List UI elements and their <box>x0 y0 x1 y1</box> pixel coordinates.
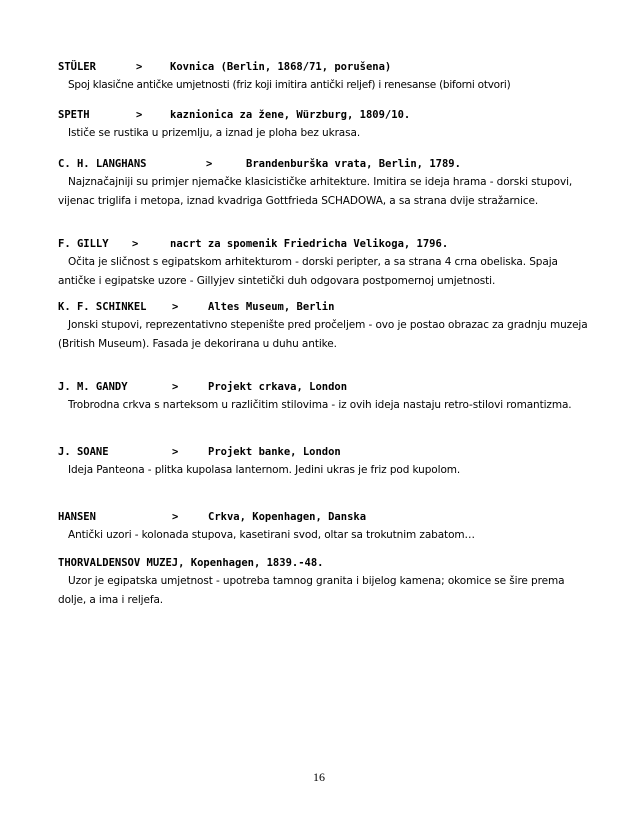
work-title: nacrt za spomenik Friedricha Velikoga, 1796. <box>170 238 449 250</box>
arrow-symbol: > <box>136 109 143 121</box>
work-title: Brandenburška vrata, Berlin, 1789. <box>246 158 461 170</box>
entry-heading <box>58 508 588 526</box>
entry-gandy <box>58 378 588 415</box>
entry-heading <box>58 235 588 253</box>
entry-schinkel <box>58 298 588 354</box>
entry-speth <box>58 106 588 143</box>
entry-description: Jonski stupovi, reprezentativno stepenište pred pročeljem - ovo je postao obrazac za gradnju muzeja (British Museum). Fasada je dekorirana u duhu antike. <box>58 319 588 350</box>
page-number: 16 <box>313 770 325 784</box>
entry-thorvaldsen-museum <box>58 554 588 610</box>
entry-description: Ideja Panteona - plitka kupolasa lanternom. Jedini ukras je friz pod kupolom. <box>68 464 461 476</box>
entry-heading <box>58 58 588 76</box>
entry-description: Uzor je egipatska umjetnost - upotreba tamnog granita i bijelog kamena; okomice se šire prema dolje, a ima i reljefa. <box>58 575 565 606</box>
architect-name: K. F. SCHINKEL <box>58 301 147 313</box>
arrow-symbol: > <box>206 158 213 170</box>
entry-description: Antički uzori - kolonada stupova, kasetirani svod, oltar sa trokutnim zabatom… <box>68 529 475 541</box>
entry-heading <box>58 155 588 173</box>
arrow-symbol: > <box>172 301 179 313</box>
entry-heading <box>58 298 588 316</box>
work-title: Kovnica (Berlin, 1868/71, porušena) <box>170 61 392 73</box>
arrow-symbol: > <box>172 511 179 523</box>
entry-gilly <box>58 235 588 291</box>
architect-name: J. SOANE <box>58 446 109 458</box>
work-title: Projekt crkava, London <box>208 381 348 393</box>
entry-langhans <box>58 155 588 211</box>
architect-name: HANSEN <box>58 511 96 523</box>
entry-hansen <box>58 508 588 545</box>
entry-heading <box>58 443 588 461</box>
work-title: Crkva, Kopenhagen, Danska <box>208 511 367 523</box>
entry-stuler <box>58 58 588 95</box>
architect-name: J. M. GANDY <box>58 381 128 393</box>
work-title: Altes Museum, Berlin <box>208 301 335 313</box>
entry-description: Trobrodna crkva s narteksom u različitim stilovima - iz ovih ideja nastaju retro-stilovi romantizma. <box>68 399 572 411</box>
entry-soane <box>58 443 588 480</box>
arrow-symbol: > <box>172 381 179 393</box>
work-title: kaznionica za žene, Würzburg, 1809/10. <box>170 109 411 121</box>
entry-heading <box>58 106 588 124</box>
architect-name: F. GILLY <box>58 238 109 250</box>
entry-description: Ističe se rustika u prizemlju, a iznad je ploha bez ukrasa. <box>68 127 361 139</box>
entry-heading <box>58 378 588 396</box>
arrow-symbol: > <box>132 238 139 250</box>
arrow-symbol: > <box>172 446 179 458</box>
architect-name: STÜLER <box>58 61 96 73</box>
entry-description: Najznačajniji su primjer njemačke klasicističke arhitekture. Imitira se ideja hrama - dorski stupovi, vijenac triglifa i metopa, iznad kvadriga Gottfrieda SCHADOWA, a sa strana dvije stražarnice. <box>58 176 573 207</box>
entry-description: Spoj klasične antičke umjetnosti (friz koji imitira antički reljef) i renesanse (biforni otvori) <box>68 79 511 91</box>
arrow-symbol: > <box>136 61 143 73</box>
entry-description: Očita je sličnost s egipatskom arhitekturom - dorski peripter, a sa strana 4 crna obeliska. Spaja antičke i egipatske uzore - Gillyjev sintetički duh odgovara postpomernoj umjetnosti. <box>58 256 558 287</box>
architect-name: C. H. LANGHANS <box>58 158 147 170</box>
work-title: Projekt banke, London <box>208 446 341 458</box>
museum-heading: THORVALDENSOV MUZEJ, Kopenhagen, 1839.-48. <box>58 557 324 569</box>
architect-name: SPETH <box>58 109 90 121</box>
